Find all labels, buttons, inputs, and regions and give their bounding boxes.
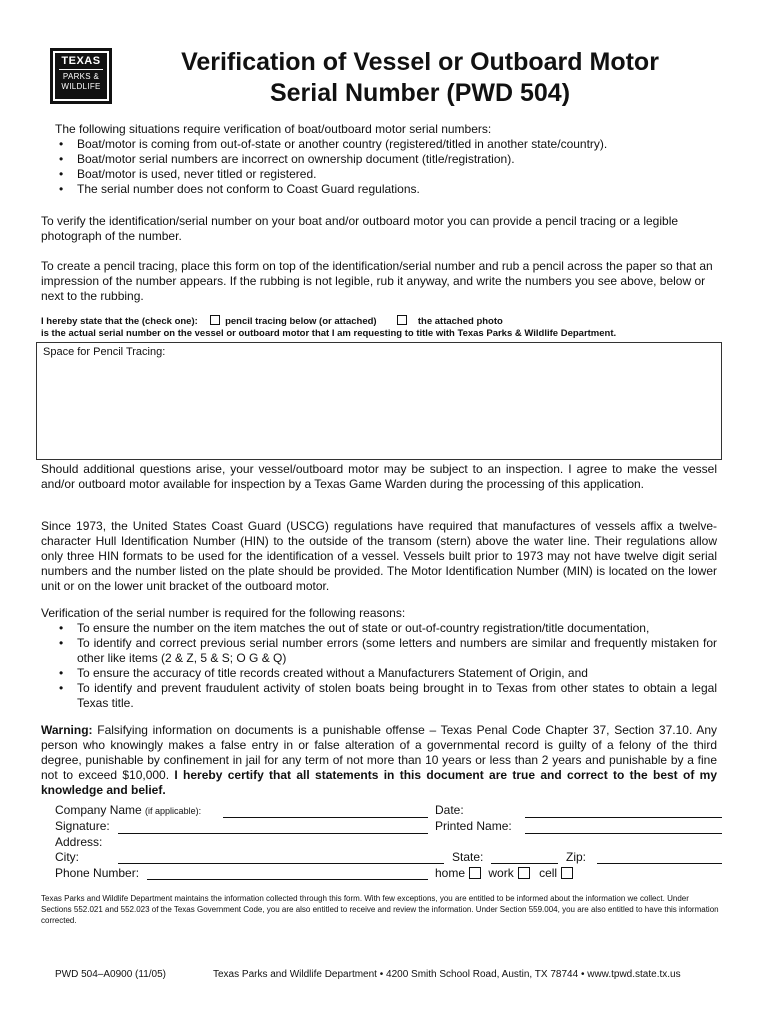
phone-label: Phone Number: bbox=[55, 866, 140, 880]
page-title-line1: Verification of Vessel or Outboard Motor bbox=[181, 48, 659, 76]
photo-option: the attached photo bbox=[417, 316, 503, 327]
reasons-section bbox=[41, 606, 717, 711]
logo-divider bbox=[59, 69, 103, 70]
form-id: PWD 504–A0900 (11/05) bbox=[55, 969, 166, 980]
page-title-line2: Serial Number (PWD 504) bbox=[269, 79, 571, 107]
company-name-label bbox=[55, 803, 201, 818]
cell-checkbox[interactable] bbox=[561, 867, 573, 879]
home-checkbox[interactable] bbox=[469, 867, 481, 879]
warning-paragraph bbox=[41, 723, 717, 798]
list-item: • Boat/motor is used, never titled or registered. bbox=[55, 167, 715, 182]
tracing-label: Space for Pencil Tracing: bbox=[43, 346, 166, 358]
intro-bullet-list bbox=[55, 137, 715, 197]
list-item: • Boat/motor serial numbers are incorrect on ownership document (title/registration). bbox=[55, 152, 715, 167]
zip-label: Zip: bbox=[566, 850, 587, 864]
intro-section bbox=[55, 122, 715, 197]
verify-paragraph: To verify the identification/serial number on your boat and/or outboard motor you can provide a pencil tracing or a legible photograph of the number. bbox=[41, 214, 679, 243]
logo-parks: PARKS & bbox=[62, 72, 100, 81]
date-field[interactable] bbox=[525, 817, 722, 818]
city-label: City: bbox=[55, 850, 79, 864]
printed-name-field[interactable] bbox=[525, 833, 722, 834]
phone-field[interactable] bbox=[147, 879, 428, 880]
inspection-paragraph: Should additional questions arise, your vessel/outboard motor may be subject to an inspection. I agree to make the vessel and/or outboard motor available for inspection by a Texas Game Warden during the processing of this application. bbox=[41, 462, 717, 491]
logo-wildlife: WILDLIFE bbox=[61, 82, 101, 91]
photo-checkbox[interactable] bbox=[397, 315, 407, 325]
tpwd-logo bbox=[50, 48, 112, 104]
home-option-label: home bbox=[435, 866, 466, 880]
if-applicable-note: (if applicable): bbox=[145, 806, 202, 816]
list-item: • Boat/motor is coming from out-of-state or another country (registered/titled in another state/country). bbox=[55, 137, 715, 152]
statement-line2: is the actual serial number on the vessel or outboard motor that I am requesting to title with Texas Parks & Wildlife Department. bbox=[41, 328, 617, 339]
state-field[interactable] bbox=[491, 863, 558, 864]
company-name-field[interactable] bbox=[223, 817, 428, 818]
warning-label: Warning: bbox=[41, 723, 93, 737]
statement-check-line bbox=[41, 315, 717, 328]
reasons-bullet-list bbox=[41, 621, 717, 711]
signature-label: Signature: bbox=[55, 819, 110, 833]
pencil-tracing-area[interactable] bbox=[36, 342, 722, 460]
reasons-lead: Verification of the serial number is required for the following reasons: bbox=[41, 606, 406, 620]
state-label: State: bbox=[452, 850, 484, 864]
pencil-tracing-option: pencil tracing below (or attached) bbox=[225, 316, 377, 327]
warning-text: Falsifying information on documents is a punishable offense – Texas Penal Code Chapter 37, Section 37.10. Any person who knowingly makes a false entry in or false alteration of a governmental record is guilty of a felony of the third degree, punishable by confinement in jail for any term of not more than 10 years or less than 2 years and punishable by a fine not to exceed $10,000. bbox=[41, 723, 717, 782]
logo-texas: TEXAS bbox=[61, 55, 101, 67]
privacy-notice: Texas Parks and Wildlife Department maintains the information collected through this form. With few exceptions, you are entitled to be informed about the information we collect. Under Sections 552.021 and 552.023 of the Texas Government Code, you are also entitled to receive and review the information. Under Section 559.004, you are also entitled to have this information corrected. bbox=[41, 894, 719, 925]
date-label: Date: bbox=[435, 803, 464, 817]
intro-lead: The following situations require verification of boat/outboard motor serial numbers: bbox=[55, 122, 492, 136]
footer-address: Texas Parks and Wildlife Department • 4200 Smith School Road, Austin, TX 78744 • www.tpwd.state.tx.us bbox=[213, 969, 681, 980]
list-item: • To ensure the number on the item matches the out of state or out-of-country registration/title documentation, bbox=[55, 621, 717, 636]
work-checkbox[interactable] bbox=[518, 867, 530, 879]
certify-statement: I hereby certify that all statements in this document are true and correct to the best of my knowledge and belief. bbox=[41, 768, 717, 797]
uscg-paragraph: Since 1973, the United States Coast Guard (USCG) regulations have required that manufactures of vessels affix a twelve-character Hull Identification Number (HIN) to the outside of the transom (stern) above the water line. Their regulations allow only three HIN formats to be used for the identification of a vessel. Vessels built prior to 1973 may not have twelve digit serial numbers and the number listed on the plate should be provided. The Motor Identification Number (MIN) is located on the lower unit or on the lower unit bracket of the outboard motor. bbox=[41, 519, 717, 593]
statement-lead: I hereby state that the (check one): bbox=[41, 316, 198, 327]
list-item: • To ensure the accuracy of title records created without a Manufacturers Statement of Origin, and bbox=[55, 666, 717, 681]
address-label: Address: bbox=[55, 835, 103, 849]
phone-type-options bbox=[435, 866, 573, 880]
city-field[interactable] bbox=[118, 863, 444, 864]
company-name-text: Company Name bbox=[55, 803, 142, 817]
cell-option-label: cell bbox=[539, 866, 558, 880]
work-option-label: work bbox=[488, 866, 514, 880]
list-item: • To identify and prevent fraudulent activity of stolen boats being brought in to Texas from other states to obtain a legal Texas title. bbox=[55, 681, 717, 711]
zip-field[interactable] bbox=[597, 863, 722, 864]
list-item: • The serial number does not conform to Coast Guard regulations. bbox=[55, 182, 715, 197]
list-item: • To identify and correct previous serial number errors (some letters and numbers are similar and frequently mistaken for other like items (2 & Z, 5 & S; O G & Q) bbox=[55, 636, 717, 666]
pencil-tracing-checkbox[interactable] bbox=[210, 315, 220, 325]
printed-name-label: Printed Name: bbox=[435, 819, 512, 833]
tracing-instructions: To create a pencil tracing, place this form on top of the identification/serial number and rub a pencil across the paper so that an impression of the number appears. If the rubbing is not legible, rub it anyway, and write the numbers you see above, below or next to the rubbing. bbox=[41, 259, 713, 303]
signature-field[interactable] bbox=[118, 833, 428, 834]
